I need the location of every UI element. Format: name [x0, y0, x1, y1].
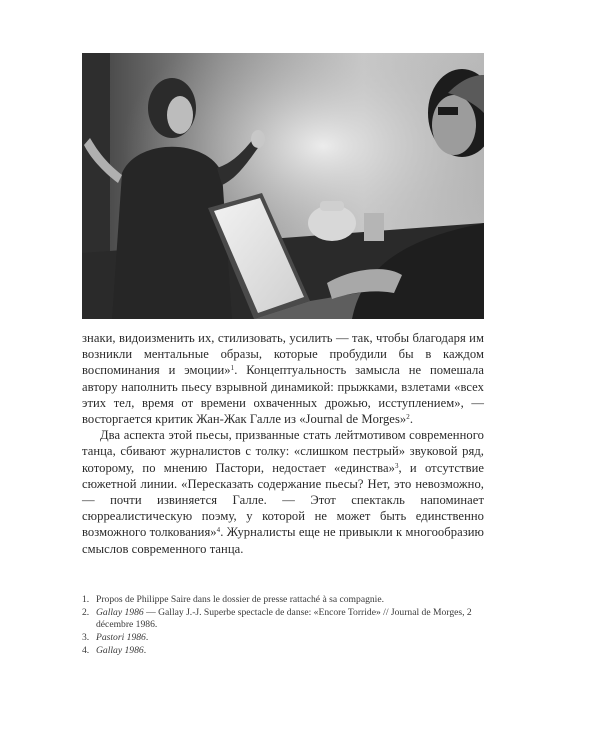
footnote — [82, 632, 484, 644]
paragraph-1 — [82, 330, 484, 427]
photo-image — [82, 53, 484, 319]
footnote-ref-3[interactable]: 3 — [394, 461, 399, 470]
footnote-body: . — [143, 645, 147, 657]
footnote — [82, 594, 484, 606]
footnote-ref-2[interactable]: 2 — [406, 413, 410, 422]
footnote-text — [96, 632, 484, 644]
footnote — [82, 645, 484, 657]
footnote — [82, 607, 484, 630]
footnote-text — [96, 607, 484, 630]
footnote-body: . — [145, 631, 149, 643]
paragraph-1-text-3: . — [409, 412, 414, 427]
paragraph-2-text-3: . Журналисты еще не привыкли к многообразию смыслов современного танца. — [82, 525, 484, 556]
footnotes — [82, 594, 484, 658]
footnote-number: 1. — [82, 594, 90, 605]
paragraph-2-text: Два аспекта этой пьесы, призванные стать лейтмотивом современного танца, сбивают журналистов с толку: «слишком пестрый» звуковой ряд, которому, по мнению Пастори, недостает «единства» — [82, 428, 484, 475]
paragraph-2 — [82, 427, 484, 557]
footnote-ref-1[interactable]: 1 — [230, 364, 235, 373]
footnote-ref-4[interactable]: 4 — [216, 526, 221, 535]
footnote-body: Propos de Philippe Saire dans le dossier de presse rattaché à sa compagnie. — [96, 594, 384, 605]
footnote-body: — Gallay J.-J. Superbe spectacle de danse: «Encore Torride» // Journal de Morges, 2 décembre 1986. — [96, 607, 472, 630]
paragraph-2-text-2: , и отсутствие сюжетной линии. «Пересказать содержание пьесы? Нет, это невозможно, — почти извиняется Галле. — Этот спектакль напоминает сюрреалистическую поэму, у которой не может быть единственно возможного толкования» — [82, 460, 484, 540]
main-text — [82, 330, 484, 557]
paragraph-1-text-2: . Концептуальность замысла не помешала автору наполнить пьесу взрывной динамикой: прыжками, взлетами «всех этих тел, время от времени охваченных дрожью, исступлением», — восторгается критик Жан-Жак Галле из «Journal de Morges» — [82, 363, 484, 427]
footnote-number: 2. — [82, 607, 90, 619]
photograph — [82, 53, 484, 319]
paragraph-1-text: знаки, видоизменить их, стилизовать, усилить — так, чтобы благодаря им возникли ментальные образы, которые пробудили бы в каждом воспоминания и эмоции» — [82, 331, 484, 378]
footnote-source: Gallay 1986 — [96, 607, 144, 619]
footnote-text — [96, 645, 484, 657]
footnote-source: Pastori 1986 — [96, 631, 146, 643]
footnote-text — [96, 594, 484, 606]
footnote-source: Gallay 1986 — [96, 645, 144, 657]
footnote-number: 4. — [82, 645, 90, 657]
footnote-number: 3. — [82, 631, 90, 643]
